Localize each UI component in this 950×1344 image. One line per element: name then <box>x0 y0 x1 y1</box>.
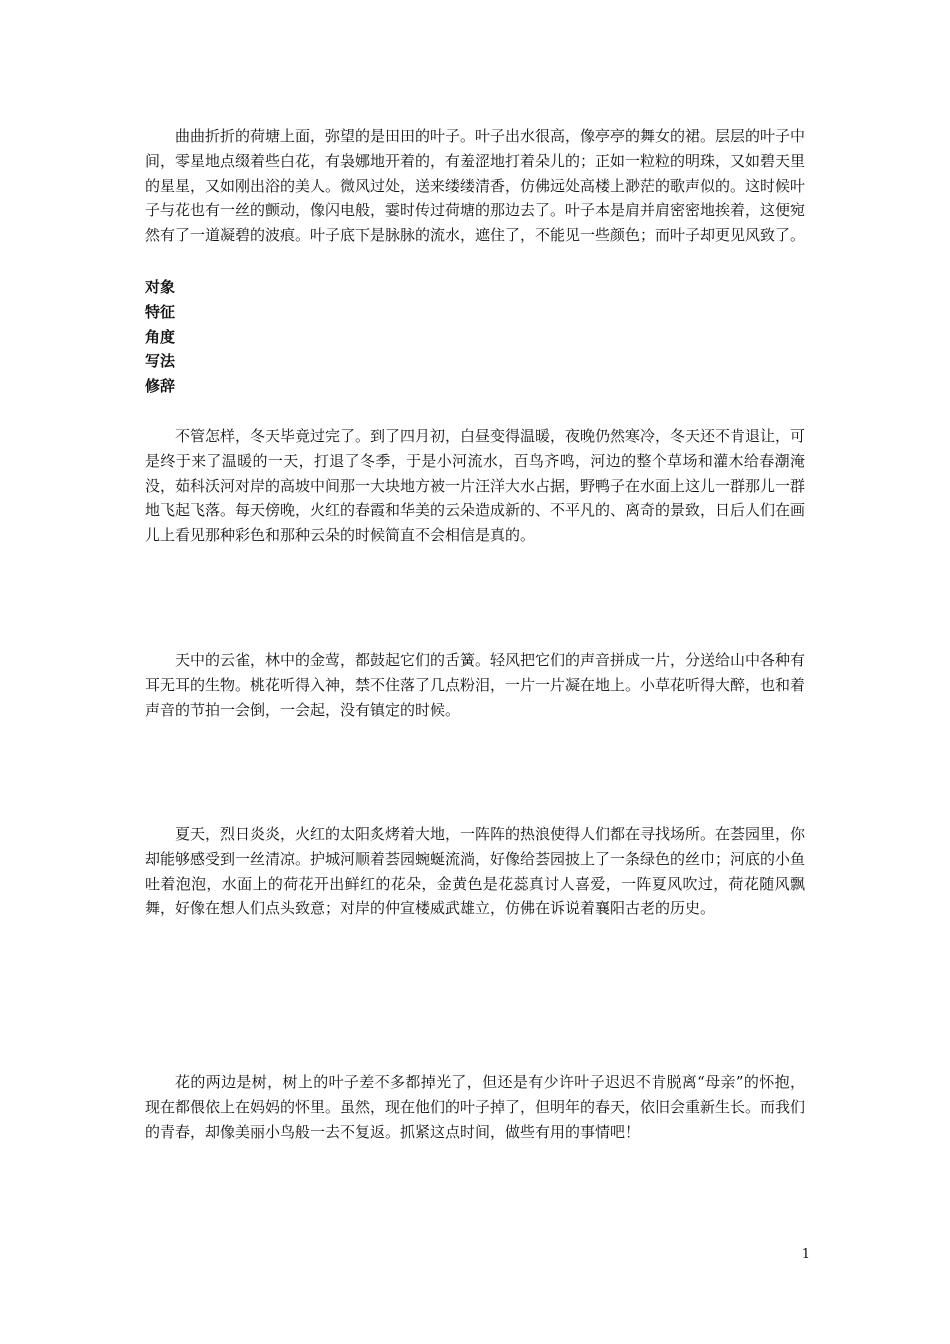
paragraph-trees-leaves: 花的两边是树，树上的叶子差不多都掉光了，但还是有少许叶子迟迟不肯脱离“母亲”的怀抱，现在都偎依上在妈妈的怀里。虽然，现在他们的叶子掉了，但明年的春天，依旧会重新生长。而我们的青春，却像美丽小鸟般一去不复返。抓紧这点时间，做些有用的事情吧！ <box>145 1073 806 1141</box>
paragraph-spring-flood: 不管怎样，冬天毕竟过完了。到了四月初，白昼变得温暖，夜晚仍然寒冷，冬天还不肯退让，可是终于来了温暖的一天，打退了冬季，于是小河流水，百鸟齐鸣，河边的整个草场和灌木给春潮淹没，茹科沃河对岸的高坡中间那一大块地方被一片汪洋大水占据，野鸭子在水面上这儿一群那儿一群地飞起飞落。每天傍晚，火红的春霞和华美的云朵造成新的、不平凡的、离奇的景致，日后人们在画儿上看见那种彩色和那种云朵的时候简直不会相信是真的。 <box>145 427 806 545</box>
paragraph-birdsong: 天中的云雀，林中的金莺，都鼓起它们的舌簧。轻风把它们的声音拼成一片，分送给山中各种有耳无耳的生物。桃花听得入神，禁不住落了几点粉泪，一片一片凝在地上。小草花听得大醉，也和着声音的节拍一会倒，一会起，没有镇定的时候。 <box>145 651 806 719</box>
paragraph-summer-garden: 夏天，烈日炎炎，火红的太阳炙烤着大地，一阵阵的热浪使得人们都在寻找场所。在荟园里，你却能够感受到一丝清凉。护城河顺着荟园蜿蜒流淌，好像给荟园披上了一条绿色的丝巾；河底的小鱼吐着泡泡，水面上的荷花开出鲜红的花朵，金黄色是花蕊真讨人喜爱，一阵夏风吹过，荷花随风飘舞，好像在想人们点头致意；对岸的仲宣楼威武雄立，仿佛在诉说着襄阳古老的历史。 <box>145 825 806 918</box>
label-object: 对象 <box>145 278 176 296</box>
label-rhetoric: 修辞 <box>145 377 176 396</box>
analysis-labels <box>145 275 345 399</box>
paragraph-lotus-pond: 曲曲折折的荷塘上面，弥望的是田田的叶子。叶子出水很高，像亭亭的舞女的裙。层层的叶子中间，零星地点缀着些白花，有袅娜地开着的，有羞涩地打着朵儿的；正如一粒粒的明珠，又如碧天里的星星，又如刚出浴的美人。微风过处，送来缕缕清香，仿佛远处高楼上渺茫的歌声似的。这时候叶子与花也有一丝的颤动，像闪电般，霎时传过荷塘的那边去了。叶子本是肩并肩密密地挨着，这便宛然有了一道凝碧的波痕。叶子底下是脉脉的流水，遮住了，不能见一些颜色；而叶子却更见风致了。 <box>145 127 806 245</box>
page-number: 1 <box>801 1247 810 1262</box>
label-feature: 特征 <box>145 302 176 321</box>
label-angle: 角度 <box>145 327 176 346</box>
label-technique: 写法 <box>145 352 176 371</box>
